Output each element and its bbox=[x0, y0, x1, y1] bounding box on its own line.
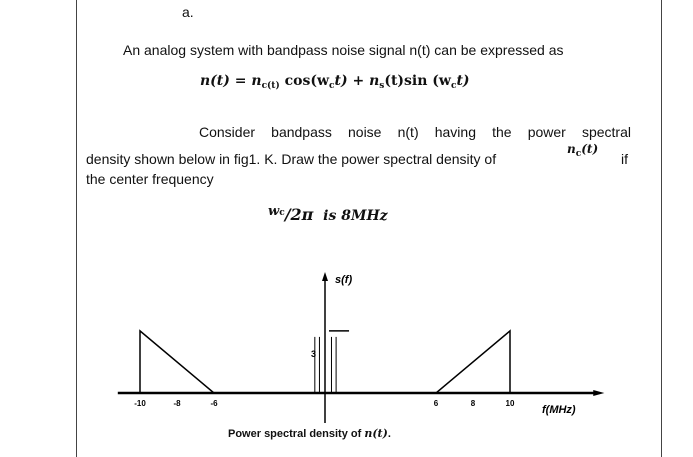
eq-ns-sub: s bbox=[379, 81, 385, 91]
eq-nc-sub: c(t) bbox=[261, 81, 280, 91]
x-tick-label: 6 bbox=[433, 399, 439, 408]
x-axis-arrow bbox=[593, 390, 604, 396]
psd-left-triangle bbox=[140, 331, 214, 393]
x-tick-label: 8 bbox=[470, 399, 476, 408]
eq-t2: t) bbox=[456, 73, 470, 89]
problem-line-1: Consider bandpass noise n(t) having the power spectral bbox=[199, 124, 631, 140]
caption-prefix: Power spectral density of bbox=[228, 428, 365, 440]
problem-line-3: the center frequency bbox=[86, 171, 214, 187]
height-label: 3 bbox=[311, 349, 317, 359]
eq-wc-sub2: c bbox=[450, 81, 457, 91]
psd-right-triangle bbox=[436, 331, 510, 393]
cf-rest: is 8MHz bbox=[323, 208, 388, 224]
x-axis-label: f(MHz) bbox=[542, 404, 576, 416]
eq-cos: cos(w bbox=[279, 73, 330, 89]
question-label: a. bbox=[182, 4, 194, 20]
figure-caption bbox=[228, 427, 391, 440]
problem-if: if bbox=[621, 151, 628, 167]
eq-wc-sub: c bbox=[329, 81, 335, 91]
x-tick-label: -6 bbox=[210, 399, 218, 408]
x-tick-label: 10 bbox=[505, 399, 515, 408]
inline-sub: c bbox=[575, 149, 582, 159]
caption-suffix: . bbox=[387, 428, 391, 440]
inline-paren: (t) bbox=[581, 142, 599, 156]
x-tick-label: -8 bbox=[173, 399, 181, 408]
eq-nc: n bbox=[251, 73, 262, 89]
x-tick-label: -10 bbox=[134, 399, 146, 408]
eq-t1: t) + n bbox=[334, 73, 380, 89]
y-axis-label: s(f) bbox=[335, 274, 353, 286]
problem-line-2: density shown below in fig1. K. Draw the power spectral density of bbox=[86, 151, 497, 167]
cf-slash: /2π bbox=[284, 205, 314, 224]
eq-lhs: n(t) = bbox=[200, 73, 252, 89]
cf-w: w bbox=[268, 204, 280, 219]
inline-n: n bbox=[567, 142, 576, 156]
cf-sub: c bbox=[279, 208, 285, 218]
psd-axes bbox=[118, 272, 605, 423]
caption-math: n(t) bbox=[364, 427, 388, 440]
eq-rest: (t)sin (w bbox=[384, 73, 451, 89]
intro-text: An analog system with bandpass noise signal n(t) can be expressed as bbox=[123, 42, 564, 58]
y-axis-arrow bbox=[322, 272, 328, 281]
